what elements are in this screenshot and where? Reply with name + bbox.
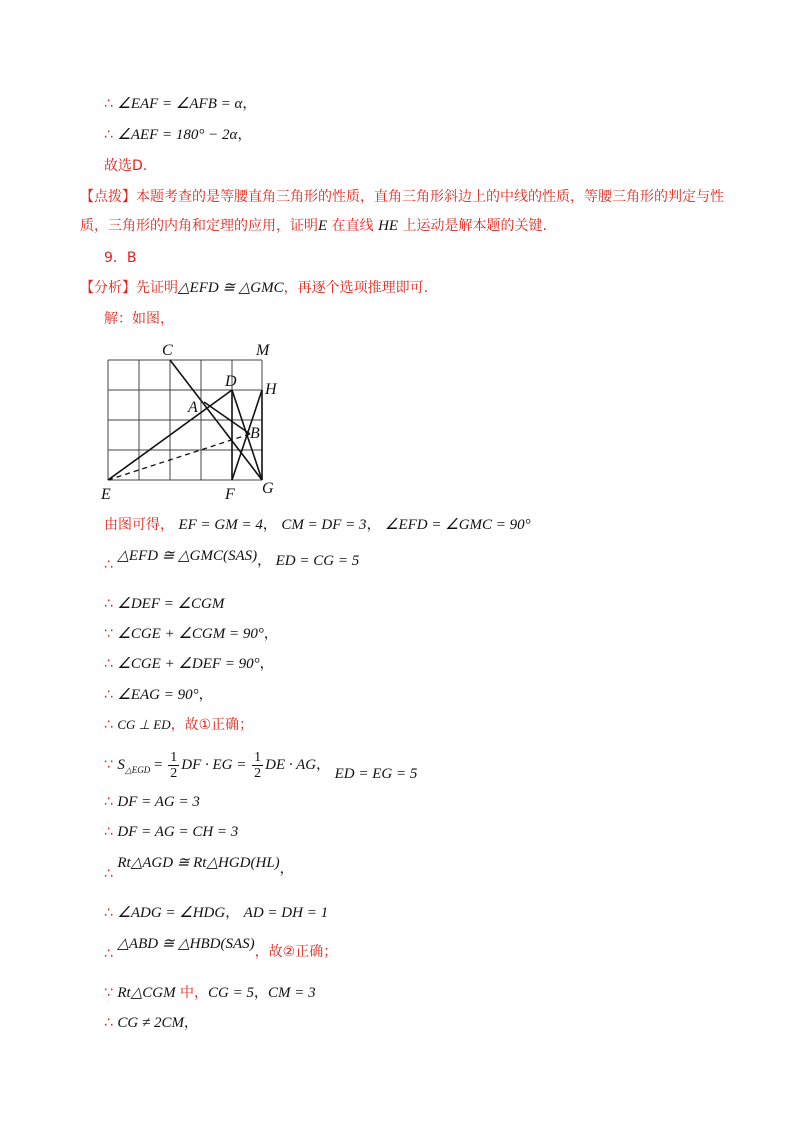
label-f: F	[225, 486, 235, 503]
question-9-answer: 9．B	[104, 250, 137, 266]
label-g: G	[262, 480, 274, 497]
label-e: E	[101, 486, 111, 503]
answer-line: 故选D.	[104, 158, 148, 174]
label-d: D	[225, 373, 237, 390]
label-h: H	[265, 381, 277, 398]
therefore-symbol: ∴	[104, 127, 113, 143]
dashed-eb	[108, 434, 250, 480]
jie-line: 解：如图，	[104, 311, 174, 327]
fenxi-line: 【分析】先证明△EFD ≅ △GMC，再逐个选项推理即可.	[80, 280, 429, 296]
step-cge-def: ∴ ∠CGE + ∠DEF = 90°，	[104, 656, 274, 672]
segment-ab	[204, 402, 250, 434]
geometry-figure	[100, 338, 290, 503]
step-cg-neq: ∴ CG ≠ 2CM，	[104, 1015, 198, 1031]
step-rt-cgm: ∵ Rt△CGM 中，CG = 5，CM = 3	[104, 985, 316, 1001]
step-perpendicular: ∴ CG ⊥ ED，故①正确；	[104, 717, 254, 733]
dianbo-paragraph: 【点拨】本题考查的是等腰直角三角形的性质，直角三角形斜边上的中线的性质，等腰三角形的判定与性质，三角形的内角和定理的应用，证明E 在直线 HE 上运动是解本题的关键.	[80, 189, 724, 234]
step-angle-def: ∴ ∠DEF = ∠CGM	[104, 596, 225, 612]
fraction-half: $\frac{1}{2}$	[170, 749, 178, 781]
line-angle-eaf: ∴ ∠EAF = ∠AFB = α，	[104, 96, 257, 112]
therefore-symbol: ∴	[104, 96, 113, 112]
step-eag: ∴ ∠EAG = 90°，	[104, 687, 213, 703]
fraction-half: $\frac{1}{2}$	[254, 749, 262, 781]
line-angle-aef: ∴ ∠AEF = 180° − 2α，	[104, 127, 252, 143]
step-rt-congruent: ∴ Rt△AGD ≅ Rt△HGD(HL)，	[104, 855, 294, 882]
step-angle-adg: ∴ ∠ADG = ∠HDG， AD = DH = 1	[104, 905, 329, 921]
label-a: A	[188, 399, 198, 416]
label-c: C	[162, 342, 173, 359]
label-m: M	[256, 342, 270, 359]
step-because-cge: ∵ ∠CGE + ∠CGM = 90°，	[104, 626, 278, 642]
fenxi-label: 【分析】	[80, 280, 136, 296]
math-expr: ∠AEF = 180° − 2α	[117, 127, 238, 143]
math-expr: ∠EAF = ∠AFB = α	[117, 96, 243, 112]
step-abd-hbd: ∴ △ABD ≅ △HBD(SAS)，故②正确；	[104, 936, 338, 962]
label-b: B	[250, 425, 260, 442]
step-df-ag: ∴ DF = AG = 3	[104, 794, 200, 810]
step-df-ag-ch: ∴ DF = AG = CH = 3	[104, 824, 239, 840]
dianbo-label: 【点拨】	[80, 189, 136, 205]
given-line: 由图可得， EF = GM = 4， CM = DF = 3， ∠EFD = ∠GMC = 90°	[104, 517, 531, 533]
grid	[108, 360, 262, 480]
step-area: ∵ $S_{\triangle EGD}$ = $\frac{1}{2}$ DF · EG = $\frac{1}{2}$ DE · AG， ED = EG = 5	[104, 749, 418, 782]
step-congruent-efd-gmc: ∴ △EFD ≅ △GMC(SAS)， ED = CG = 5	[104, 548, 360, 573]
